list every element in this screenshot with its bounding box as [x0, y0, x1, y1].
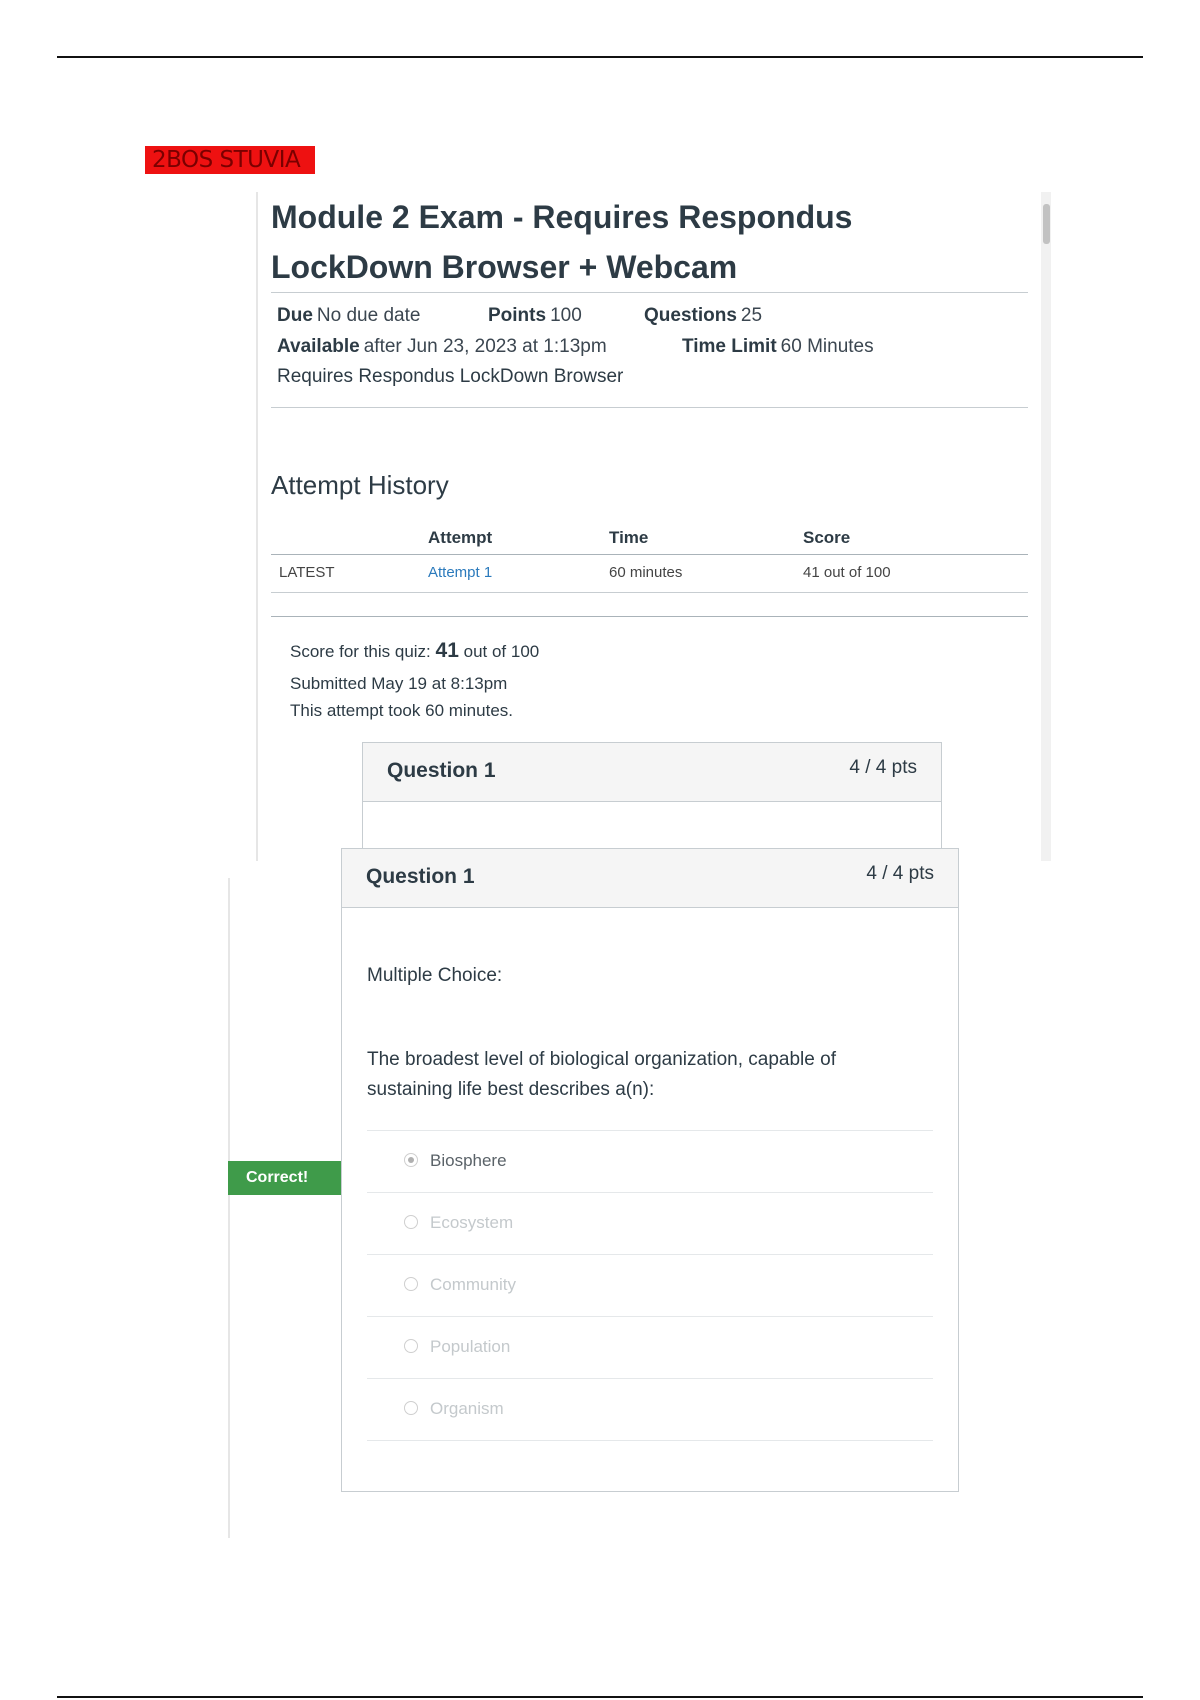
questions-info: [644, 305, 762, 327]
question-type: Multiple Choice:: [367, 965, 503, 986]
due-value: No due date: [316, 305, 421, 326]
question-text: The broadest level of biological organization, capable of sustaining life best describes a(n):: [367, 1049, 836, 1100]
attempt-duration: This attempt took 60 minutes.: [290, 701, 513, 720]
correct-answer-flag: Correct!: [228, 1161, 342, 1195]
column-header-time: Time: [609, 528, 649, 547]
attempt-time: 60 minutes: [609, 564, 683, 581]
radio-button-icon[interactable]: [404, 1153, 418, 1167]
lockdown-requirement: Requires Respondus LockDown Browser: [277, 366, 624, 387]
question-header: [363, 743, 941, 802]
submitted-time: Submitted May 19 at 8:13pm: [290, 674, 508, 693]
score-prefix: Score for this quiz:: [290, 642, 431, 661]
available-label: Available: [277, 336, 360, 357]
column-header-attempt: Attempt: [428, 528, 493, 547]
quiz-overview-screenshot: [256, 192, 1056, 861]
points-value: 100: [550, 305, 582, 326]
answer-option[interactable]: [367, 1131, 933, 1193]
radio-button-icon[interactable]: [404, 1339, 418, 1353]
answer-label: Organism: [430, 1399, 504, 1418]
scrollbar-thumb[interactable]: [1043, 204, 1050, 244]
question-title: Question 1: [366, 865, 475, 888]
answer-label: Community: [430, 1275, 516, 1294]
question-header: [342, 849, 958, 908]
watermark-label: 2BOS STUVIA: [145, 146, 315, 174]
questions-label: Questions: [644, 305, 737, 326]
latest-tag: LATEST: [279, 564, 335, 581]
content-left-border: [256, 192, 258, 861]
answer-label: Ecosystem: [430, 1213, 514, 1232]
table-header-divider: [271, 554, 1028, 555]
available-value: after Jun 23, 2023 at 1:13pm: [363, 336, 607, 357]
answer-option[interactable]: [367, 1255, 933, 1317]
due-info: [277, 305, 420, 327]
points-info: [488, 305, 582, 327]
title-divider: [271, 292, 1028, 293]
radio-button-icon[interactable]: [404, 1401, 418, 1415]
attempt-history-heading: Attempt History: [271, 470, 449, 500]
question-points: 4 / 4 pts: [866, 863, 934, 884]
answer-option[interactable]: [367, 1193, 933, 1255]
quiz-title: Module 2 Exam - Requires Respondus LockDown Browser + Webcam: [271, 199, 853, 285]
question-detail-screenshot: [228, 863, 968, 1538]
answer-option[interactable]: [367, 1379, 933, 1441]
page-bottom-rule: [57, 1696, 1143, 1698]
page-top-rule: [57, 56, 1143, 58]
details-divider: [271, 407, 1028, 408]
time-limit-info: [682, 336, 874, 358]
column-header-score: Score: [803, 528, 851, 547]
section-divider: [271, 616, 1028, 617]
question-card: [341, 848, 959, 1492]
available-info: [277, 336, 607, 358]
score-value: 41: [435, 639, 459, 662]
answer-label: Population: [430, 1337, 511, 1356]
time-limit-label: Time Limit: [682, 336, 777, 357]
vertical-scrollbar[interactable]: [1041, 192, 1051, 861]
questions-value: 25: [740, 305, 763, 326]
answer-option[interactable]: [367, 1317, 933, 1379]
due-label: Due: [277, 305, 313, 326]
radio-button-icon[interactable]: [404, 1277, 418, 1291]
question-points: 4 / 4 pts: [849, 757, 917, 778]
content-left-border: [228, 878, 230, 1538]
score-suffix: out of 100: [463, 642, 540, 661]
answer-list: [367, 1130, 933, 1441]
radio-button-icon[interactable]: [404, 1215, 418, 1229]
table-row-divider: [271, 592, 1028, 593]
attempt-score: 41 out of 100: [803, 564, 891, 581]
time-limit-value: 60 Minutes: [780, 336, 874, 357]
answer-label: Biosphere: [430, 1151, 507, 1170]
quiz-score-summary: [290, 639, 539, 663]
points-label: Points: [488, 305, 547, 326]
question-title: Question 1: [387, 759, 496, 782]
attempt-link[interactable]: Attempt 1: [428, 564, 493, 581]
